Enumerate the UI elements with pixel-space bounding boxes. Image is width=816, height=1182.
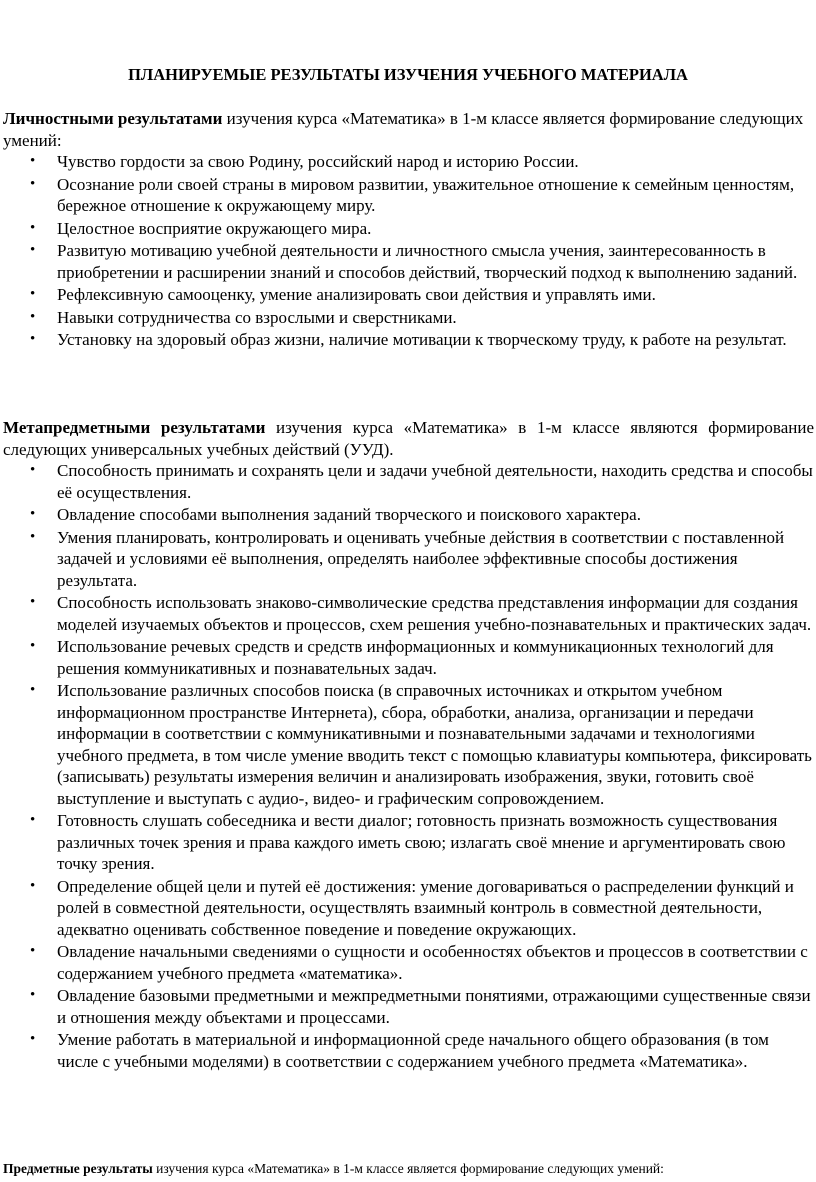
personal-results-list	[0, 151, 814, 352]
subject-results-heading: Предметные результаты	[3, 1161, 153, 1176]
list-item: • Использование речевых средств и средств информационных и коммуникационных технологий для решения коммуникативных и познавательных задач.	[0, 636, 814, 679]
personal-results-text: изучения курса «Математика» в 1-м классе является формирование следующих умений:	[3, 109, 804, 150]
list-item: • Чувство гордости за свою Родину, российский народ и историю России.	[0, 151, 814, 173]
list-item: • Установку на здоровый образ жизни, наличие мотивации к творческому труду, к работе на результат.	[0, 329, 814, 351]
list-item: • Навыки сотрудничества со взрослыми и сверстниками.	[0, 307, 814, 329]
list-item: • Овладение базовыми предметными и межпредметными понятиями, отражающими существенные связи и отношения между объектами и процессами.	[0, 985, 814, 1028]
meta-results-list	[0, 460, 814, 1073]
list-item: • Целостное восприятие окружающего мира.	[0, 218, 814, 240]
list-item: • Овладение начальными сведениями о сущности и особенностях объектов и процессов в соответствии с содержанием учебного предмета «математика».	[0, 941, 814, 984]
subject-results-text: изучения курса «Математика» в 1-м классе является формирование следующих умений:	[152, 1161, 664, 1176]
subject-results-intro	[3, 1160, 814, 1178]
list-item: • Рефлексивную самооценку, умение анализировать свои действия и управлять ими.	[0, 284, 814, 306]
list-item: • Способность принимать и сохранять цели и задачи учебной деятельности, находить средства и способы её осуществления.	[0, 460, 814, 503]
list-item: • Развитую мотивацию учебной деятельности и личностного смысла учения, заинтересованность в приобретении и расширении знаний и способов действий, творческий подход к выполнению заданий.	[0, 240, 814, 283]
list-item: • Готовность слушать собеседника и вести диалог; готовность признать возможность существования различных точек зрения и права каждого иметь свою; излагать своё мнение и аргументировать свою точку зрения.	[0, 810, 814, 875]
list-item: • Использование различных способов поиска (в справочных источниках и открытом учебном информационном пространстве Интернета), сбора, обработки, анализа, организации и передачи информации в соответствии с коммуникативными и познавательными задачами и технологиями учебного предмета, в том числе умение вводить текст с помощью клавиатуры компьютера, фиксировать (записывать) результаты измерения величин и анализировать изображения, звуки, готовить своё выступление и выступать с аудио-, видео- и графическим сопровождением.	[0, 680, 814, 809]
list-item: • Определение общей цели и путей её достижения: умение договариваться о распределении функций и ролей в совместной деятельности, осуществлять взаимный контроль в совместной деятельности, адекватно оценивать собственное поведение и поведение окружающих.	[0, 876, 814, 941]
list-item: • Овладение способами выполнения заданий творческого и поискового характера.	[0, 504, 814, 526]
list-item: • Способность использовать знаково-символические средства представления информации для создания моделей изучаемых объектов и процессов, схем решения учебно-познавательных и практических задач.	[0, 592, 814, 635]
page-title: ПЛАНИРУЕМЫЕ РЕЗУЛЬТАТЫ ИЗУЧЕНИЯ УЧЕБНОГО МАТЕРИАЛА	[128, 65, 688, 84]
list-item: • Умение работать в материальной и информационной среде начального общего образования (в том числе с учебными моделями) в соответствии с содержанием учебного предмета «Математика».	[0, 1029, 814, 1072]
list-item: • Умения планировать, контролировать и оценивать учебные действия в соответствии с поставленной задачей и условиями её выполнения, определять наиболее эффективные способы достижения результата.	[0, 527, 814, 592]
meta-results-text: изучения курса «Математика» в 1-м классе являются формирование следующих универсальных учебных действий (УУД).	[3, 418, 814, 459]
list-item: • Осознание роли своей страны в мировом развитии, уважительное отношение к семейным ценностям, бережное отношение к окружающему миру.	[0, 174, 814, 217]
personal-results-heading: Личностными результатами	[3, 109, 223, 128]
personal-results-intro	[3, 108, 814, 151]
meta-results-intro	[3, 417, 814, 460]
meta-results-heading: Метапредметными результатами	[3, 418, 266, 437]
